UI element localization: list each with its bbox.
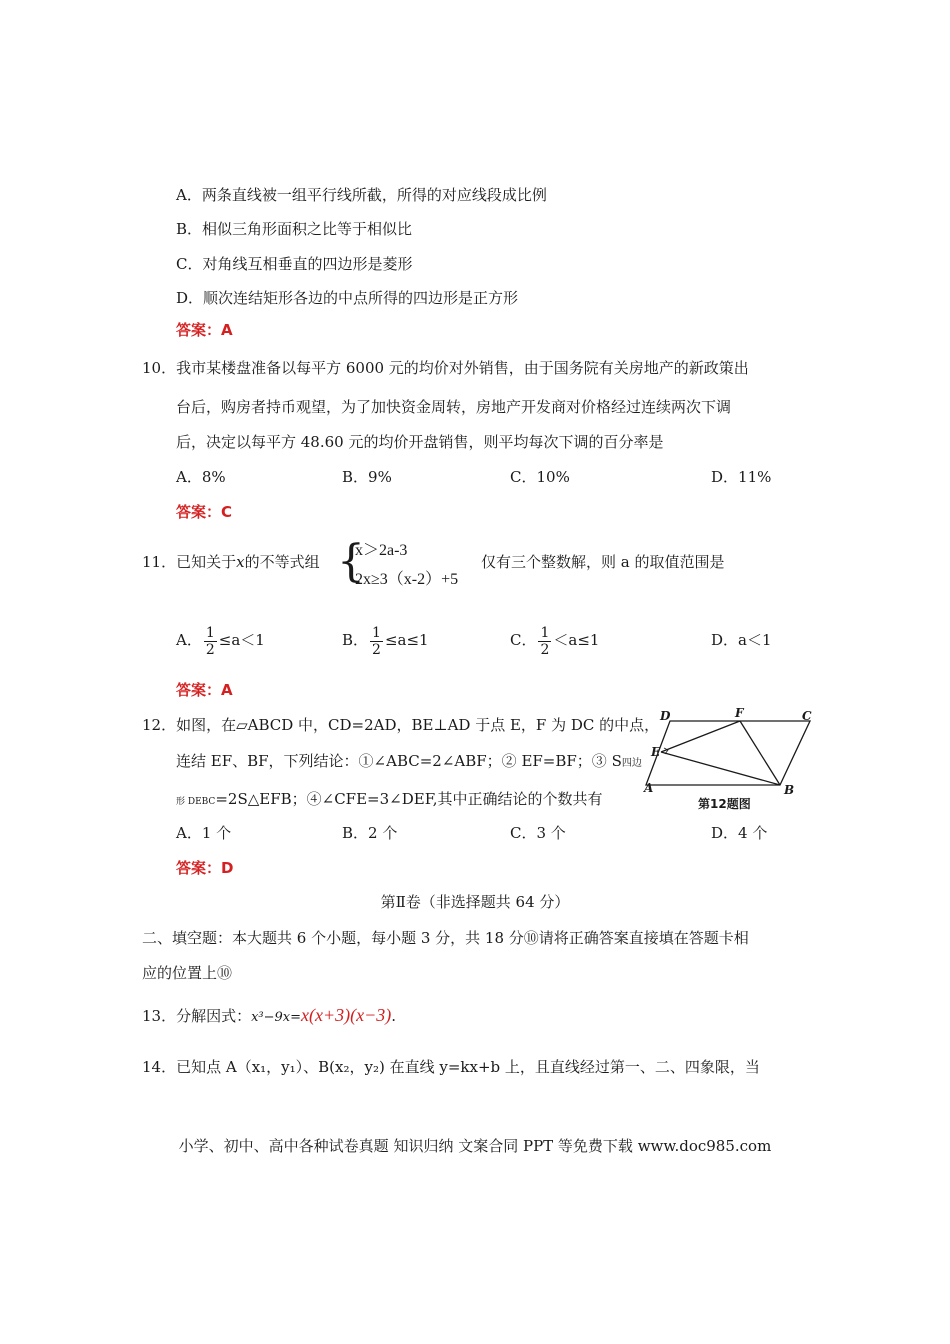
- q9-option-d: D．顺次连结矩形各边的中点所得的四边形是正方形: [176, 289, 519, 307]
- q11-option-b: B． $\frac{1}{2}$ ≤a≤1: [342, 624, 429, 658]
- q9-option-c: C．对角线互相垂直的四边形是菱形: [176, 255, 413, 273]
- q11-brace: {: [337, 536, 365, 587]
- q11-option-d: D．a＜1: [711, 631, 772, 649]
- figure-caption: 第12题图: [698, 797, 751, 811]
- q12-option-c: C．3 个: [510, 824, 566, 842]
- q12-option-a: A．1 个: [176, 824, 232, 842]
- q11-answer: 答案：A: [176, 681, 233, 699]
- q10-option-a: A．8%: [176, 468, 226, 486]
- q13-expression: x³−9x=: [251, 1010, 302, 1025]
- q14-line-1: 14．已知点 A（x₁，y₁）、B(x₂，y₂) 在直线 y=kx+b 上，且直线经过第一、二、四象限，当: [142, 1058, 760, 1076]
- label-e: E: [651, 745, 661, 759]
- q12-line-2: 连结 EF、BF，下列结论：①∠ABC=2∠ABF；② EF=BF；③ S四边: [176, 752, 642, 770]
- page-footer: 小学、初中、高中各种试卷真题 知识归纳 文案合同 PPT 等免费下载 www.doc985.com: [178, 1137, 772, 1155]
- q11-inequality-2: 2x≥3（x-2）+5: [355, 571, 459, 588]
- q10-line-3: 后，决定以每平方 48.60 元的均价开盘销售，则平均每次下调的百分率是: [176, 433, 664, 451]
- q12-line-1: 12．如图，在▱ABCD 中，CD=2AD，BE⊥AD 于点 E，F 为 DC 的中点，: [142, 716, 660, 734]
- q10-line-2: 台后，购房者持币观望，为了加快资金周转，房地产开发商对价格经过连续两次下调: [176, 398, 732, 416]
- q11-var-x: x: [236, 553, 245, 571]
- q11-stem: [142, 552, 320, 572]
- q12-line-3: 形 DEBC=2S△EFB；④∠CFE=3∠DEF,其中正确结论的个数共有: [176, 790, 603, 808]
- q12-option-d: D．4 个: [711, 824, 768, 842]
- label-a: A: [644, 781, 654, 795]
- q10-line-1: 10．我市某楼盘准备以每平方 6000 元的均价对外销售，由于国务院有关房地产的新政策出: [142, 359, 749, 377]
- q10-option-c: C．10%: [510, 468, 570, 486]
- q10-answer: 答案：C: [176, 503, 233, 521]
- fraction-half: $\frac{1}{2}$: [540, 624, 550, 658]
- q9-answer: 答案：A: [176, 321, 233, 339]
- segment-ef: [661, 721, 740, 752]
- part-two-title: 第Ⅱ卷（非选择题共 64 分）: [380, 893, 570, 911]
- parallelogram-abcd: [646, 721, 810, 785]
- q11-option-c: C． $\frac{1}{2}$ ＜a≤1: [510, 624, 600, 658]
- fraction-half: $\frac{1}{2}$: [205, 624, 215, 658]
- q11-suffix: 仅有三个整数解，则 a 的取值范围是: [481, 553, 725, 571]
- label-c: C: [802, 709, 812, 723]
- q9-option-a: A．两条直线被一组平行线所截，所得的对应线段成比例: [176, 186, 547, 204]
- q12-subscript-1: 四边: [621, 758, 642, 769]
- q12-answer: 答案：D: [176, 859, 234, 877]
- q11-option-a: A． $\frac{1}{2}$ ≤a＜1: [176, 624, 265, 658]
- q11-inequality-1: x＞2a-3: [355, 542, 408, 559]
- section-two-line-2: 应的位置上⑩: [142, 964, 233, 982]
- q13-answer: x(x+3)(x−3): [301, 1005, 392, 1025]
- q11-mid: 的不等式组: [244, 553, 320, 571]
- q12-option-b: B．2 个: [342, 824, 398, 842]
- section-two-line-1: 二、填空题：本大题共 6 个小题，每小题 3 分，共 18 分⑩请将正确答案直接填在答题卡相: [142, 929, 749, 947]
- label-d: D: [660, 709, 671, 723]
- fraction-half: $\frac{1}{2}$: [372, 624, 381, 658]
- q12-parallelogram-figure: [640, 708, 820, 814]
- q10-option-d: D．11%: [711, 468, 772, 486]
- q13-line: 13．分解因式：x³−9x=x(x+3)(x−3).: [142, 1005, 397, 1025]
- label-f: F: [735, 708, 744, 720]
- q12-subscript-2: 形 DEBC: [176, 797, 216, 807]
- q9-option-b: B．相似三角形面积之比等于相似比: [176, 220, 413, 238]
- q11-prefix: 11．已知关于: [142, 553, 237, 571]
- label-b: B: [784, 783, 795, 797]
- q10-option-b: B．9%: [342, 468, 392, 486]
